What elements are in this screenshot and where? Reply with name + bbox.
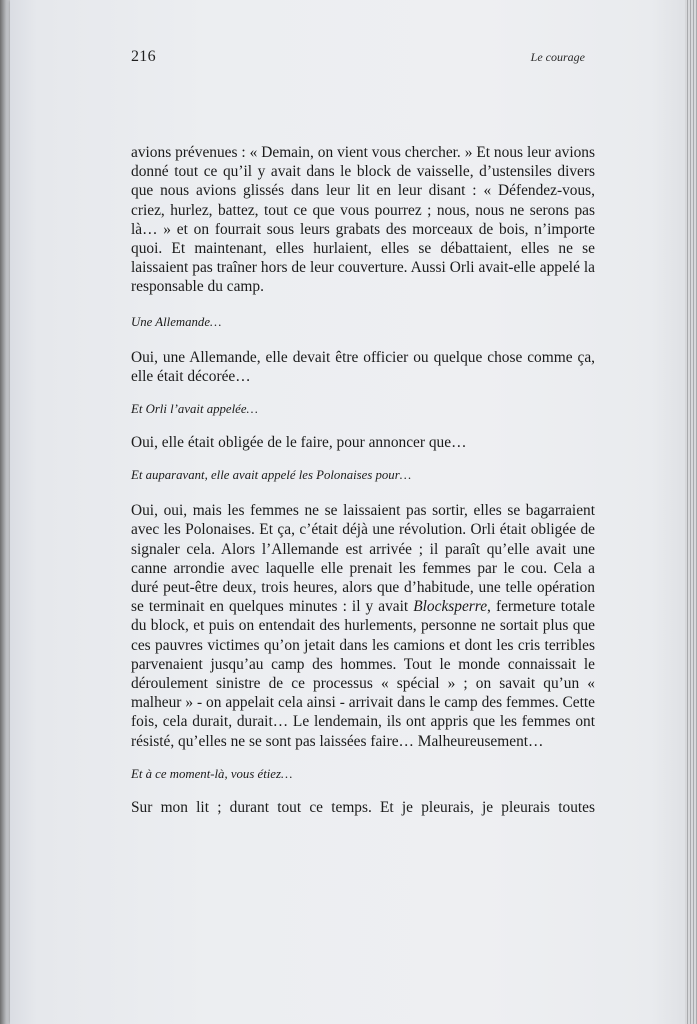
interviewer-question: Et Orli l’avait appelée…	[131, 402, 258, 417]
answer-paragraph: Sur mon lit ; durant tout ce temps. Et je pleurais, je pleurais toutes	[131, 798, 595, 816]
book-page	[10, 0, 685, 1024]
page-number: 216	[131, 48, 156, 65]
answer-paragraph: Oui, elle était obligée de le faire, pour annoncer que…	[131, 434, 467, 452]
interviewer-question: Et auparavant, elle avait appelé les Polonaises pour…	[131, 468, 412, 483]
interviewer-question: Et à ce moment-là, vous étiez…	[131, 766, 293, 781]
emphasized-term: Blocksperre	[413, 598, 488, 616]
answer-text: Oui, oui, mais les femmes ne se laissaient pas sortir, elles se bagarraient avec les Polonaises. Et ça, c’était déjà une révolution. Orli était obligée de signaler cela. Alors l’Allemande est arrivée ; il paraît qu’elle avait une canne arrondie avec laquelle elle prenait les femmes par le cou. Cela a duré peut-être deux, trois heures, alors que d’habitude, une telle opération se terminait en quelques minutes : il y avait	[131, 502, 595, 616]
answer-text: , fermeture totale du block, et puis on entendait des hurlements, personne ne sortait plus que ces pauvres victimes qu’on jetait dans les camions et dont les cris terribles parvenaient jusqu’au camp des hommes. Tout le monde connaissait le déroulement sinistre de ce processus « spécial » ; on savait qu’un « malheur » - on appelait cela ainsi - arrivait dans le camp des femmes. Cette fois, cela durait, durait… Le lendemain, ils ont appris que les femmes ont résisté, qu’elles ne se sont pas laissées faire… Malheureusement…	[131, 598, 595, 750]
interviewer-question: Une Allemande…	[131, 314, 222, 329]
page-body	[131, 143, 595, 817]
answer-paragraph: Oui, une Allemande, elle devait être officier ou quelque chose comme ça, elle était décorée…	[131, 348, 595, 385]
page-gutter-shadow	[0, 0, 10, 1024]
answer-paragraph: avions prévenues : « Demain, on vient vous chercher. » Et nous leur avions donné tout ce qu’il y avait dans le block de vaisselle, d’ustensiles divers que nous avions glissés dans leur lit en leur disant : « Défendez-vous, criez, hurlez, battez, tout ce que vous pourrez ; nous, nous ne serons pas là… » et on fourrait sous leurs grabats des morceaux de bois, n’importe quoi. Et maintenant, elles hurlaient, elles se débattaient, elles ne se laissaient pas traîner hors de leur couverture. Aussi Orli avait-elle appelé la responsable du camp.	[131, 144, 595, 296]
answer-paragraph	[131, 501, 595, 751]
page-stack-edge	[685, 0, 697, 1024]
running-head: Le courage	[530, 50, 585, 64]
